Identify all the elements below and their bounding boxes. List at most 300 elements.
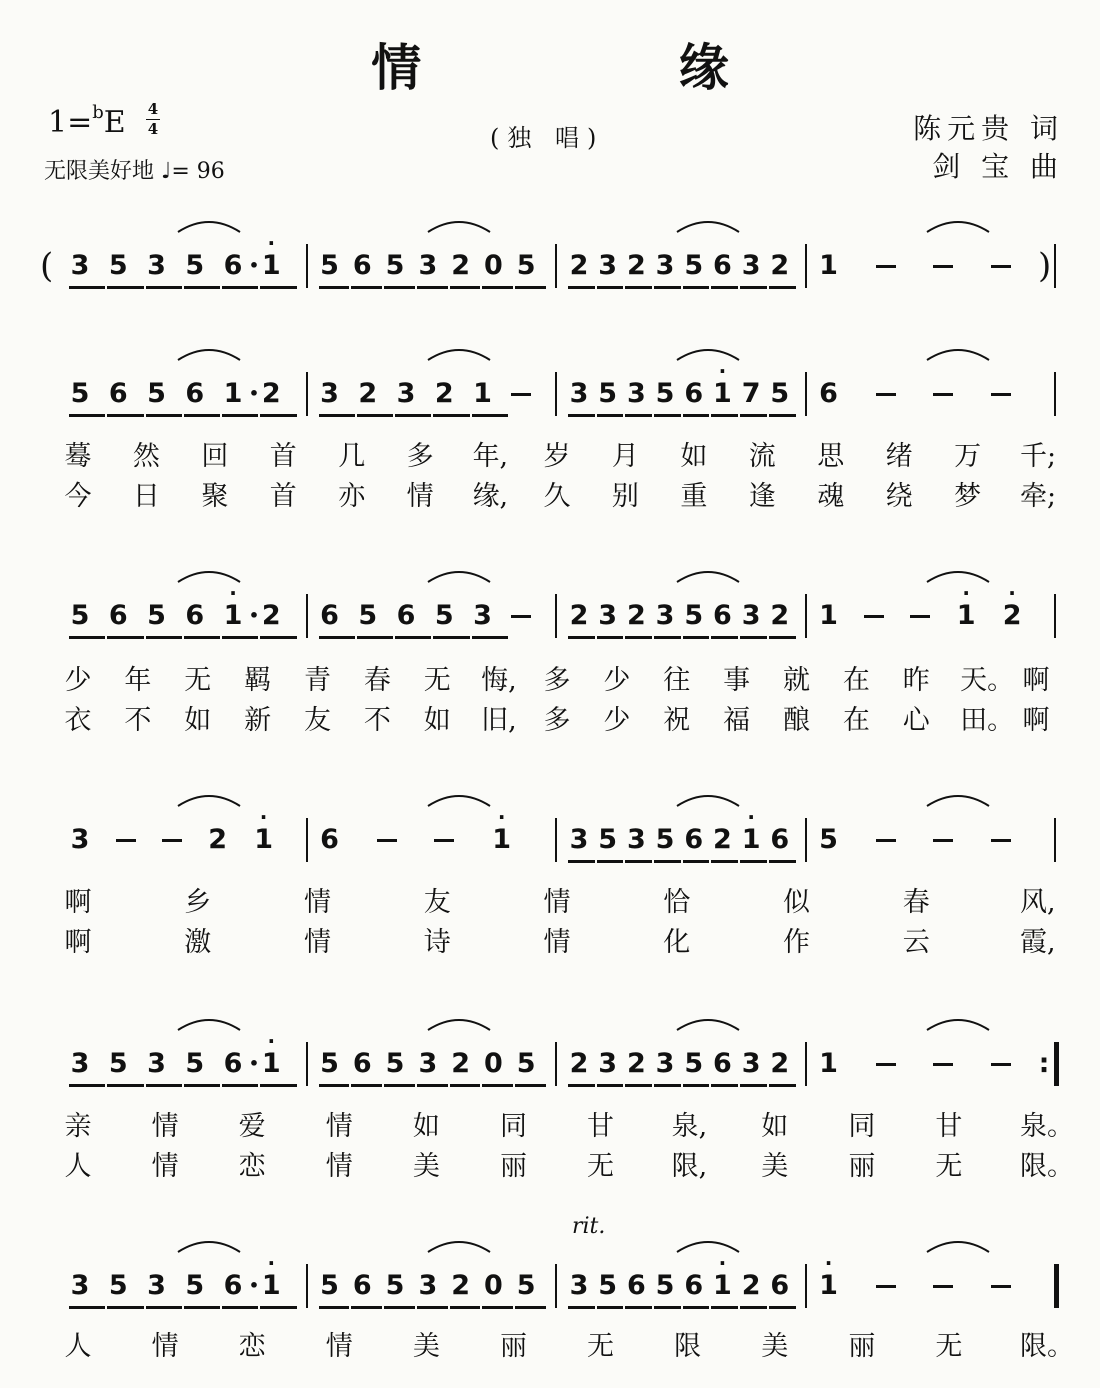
note: 2: [451, 1048, 471, 1079]
note: 1: [956, 600, 976, 631]
lyric-syllable: 亦: [338, 481, 366, 512]
lyric-syllable: 首: [269, 441, 297, 472]
lyric-syllable: 情: [151, 1151, 179, 1182]
beam-underline: [683, 1084, 710, 1087]
dash-extension: [991, 1285, 1011, 1288]
composer: 剑 宝 曲: [932, 150, 1064, 183]
note: 1: [254, 824, 273, 855]
performance-type: (独 唱): [490, 124, 605, 152]
note: 5: [320, 1048, 339, 1079]
beam-underline: [69, 1306, 105, 1309]
beam-underline: [515, 1084, 546, 1087]
lyric-syllable: 爱: [238, 1111, 266, 1142]
lyric-syllable: 多: [543, 705, 571, 736]
ritardando-marking: rit.: [572, 1214, 606, 1239]
note: 1: [713, 1270, 732, 1301]
dash-extension: [933, 1063, 953, 1066]
lyric-syllable: 情: [543, 887, 571, 918]
beam-underline: [107, 414, 143, 417]
barline: [306, 244, 308, 288]
note: 6: [352, 1270, 372, 1301]
note: 2: [770, 1048, 790, 1079]
lyric-syllable: 在: [842, 665, 870, 696]
note: 1: [223, 600, 243, 631]
tempo-marking: 无限美好地 ♩= 96: [44, 159, 225, 184]
lyric-syllable: 蓦: [64, 441, 92, 472]
key-signature: 1=$^b$E: [48, 102, 126, 140]
note: 6: [352, 1048, 372, 1079]
lyric-syllable: 情: [325, 1331, 353, 1362]
dash-extension: [876, 393, 896, 396]
lyric-syllable: 祝: [663, 705, 691, 736]
note: 0: [484, 250, 503, 281]
notation-row: [0, 1029, 1100, 1094]
lyricist: 陈元贵 词: [913, 112, 1064, 145]
lyric-syllable: 少: [64, 665, 92, 696]
slur-arc: [424, 562, 494, 586]
note: 1: [819, 600, 838, 631]
beam-underline: [184, 286, 220, 289]
lyric-syllable: 不: [363, 705, 391, 736]
note: 2: [569, 1048, 589, 1079]
lyric-syllable: 新: [244, 705, 272, 736]
note: 3: [473, 600, 492, 631]
lyric-syllable: 限: [674, 1331, 702, 1362]
barline: [805, 372, 807, 416]
lyric-syllable: 风,: [1020, 887, 1056, 918]
note: 1: [819, 250, 838, 281]
note: 6: [626, 1270, 646, 1301]
beam-underline: [184, 1306, 220, 1309]
lyric-syllable: 人: [64, 1331, 92, 1362]
lyric-syllable: 泉,: [671, 1111, 708, 1142]
note: 2: [208, 824, 228, 855]
lyric-syllable: 如: [680, 441, 708, 472]
beam-underline: [384, 286, 415, 289]
note: 3: [626, 824, 646, 855]
beam-underline: [319, 1084, 350, 1087]
lyric-syllable: 情: [304, 887, 331, 918]
beam-underline: [625, 414, 652, 417]
lyric-syllable: 如: [184, 705, 212, 736]
beam-underline: [482, 286, 513, 289]
lyric-syllable: 乡: [184, 887, 212, 918]
note: 5: [147, 378, 166, 409]
lyric-syllable: 梦: [954, 481, 982, 512]
note: 2: [770, 600, 790, 631]
note: 2: [358, 378, 378, 409]
beam-underline: [654, 1084, 681, 1087]
lyric-syllable: 啊: [64, 887, 92, 918]
beam-underline: [597, 286, 624, 289]
lyric-syllable: 事: [723, 665, 751, 696]
lyric-syllable: 啊: [1022, 665, 1050, 696]
barline: [1054, 818, 1056, 862]
beam-underline: [69, 636, 105, 639]
note: 6: [223, 1048, 243, 1079]
lyric-syllable: 魂: [817, 481, 845, 512]
lyric-syllable: 化: [663, 927, 691, 958]
barline: [306, 1264, 308, 1308]
beam-underline: [184, 414, 220, 417]
slur-arc: [174, 562, 244, 586]
dash-extension: [864, 615, 884, 618]
lyric-syllable: 牵;: [1020, 481, 1057, 512]
note: 2: [770, 250, 790, 281]
beam-underline: [69, 286, 105, 289]
beam-underline: [417, 286, 448, 289]
beam-underline: [357, 414, 393, 417]
beam-underline: [769, 286, 796, 289]
lyric-syllable: 衣: [64, 705, 92, 736]
beam-underline: [417, 1084, 448, 1087]
notation-row: [0, 805, 1100, 870]
credits: [913, 110, 1064, 186]
beam-underline: [319, 1306, 350, 1309]
lyric-syllable: 缘,: [472, 481, 509, 512]
note: 5: [655, 824, 675, 855]
lyric-syllable: 少: [603, 705, 631, 736]
beam-underline: [625, 286, 652, 289]
slur-arc: [673, 340, 743, 364]
note: 5: [684, 600, 704, 631]
lyric-syllable: 多: [543, 665, 571, 696]
dash-extension: [933, 393, 953, 396]
lyric-syllable: 限。: [1020, 1331, 1074, 1362]
lyric-syllable: 然: [132, 441, 160, 472]
note: 3: [70, 824, 90, 855]
note: 3: [70, 1270, 90, 1301]
note: 5: [385, 1048, 405, 1079]
beam-underline: [769, 1084, 796, 1087]
lyric-syllable: 限。: [1020, 1151, 1074, 1182]
lyric-syllable: 重: [680, 481, 708, 512]
beam-underline: [740, 636, 767, 639]
beam-underline: [260, 414, 296, 417]
lyric-syllable: 无: [423, 665, 451, 696]
note: 6: [819, 378, 838, 409]
lyric-syllable: 霞,: [1020, 927, 1056, 958]
lyric-syllable: 激: [184, 927, 212, 958]
note: 5: [516, 1270, 536, 1301]
lyric-syllable: 情: [543, 927, 571, 958]
note: 3: [418, 1270, 438, 1301]
note: 2: [626, 250, 646, 281]
note: 3: [655, 1048, 675, 1079]
beam-underline: [515, 1306, 546, 1309]
note: 5: [185, 250, 205, 281]
note: 5: [358, 600, 378, 631]
note: 7: [741, 378, 761, 409]
note: 3: [320, 378, 339, 409]
dash-extension: [991, 1063, 1011, 1066]
lyric-syllable: 亲: [64, 1111, 92, 1142]
note: 5: [320, 1270, 339, 1301]
lyric-syllable: 丽: [499, 1331, 527, 1362]
note: 6: [185, 600, 205, 631]
note: 6: [713, 1048, 732, 1079]
notation-row: [0, 1251, 1100, 1316]
note: 1: [261, 1048, 281, 1079]
note: 1: [261, 250, 281, 281]
lyric-syllable: 似: [783, 887, 810, 918]
note: 5: [770, 378, 790, 409]
note: 3: [70, 250, 90, 281]
note: 1: [473, 378, 492, 409]
beam-underline: [384, 1084, 415, 1087]
note: 3: [626, 378, 646, 409]
note: 5: [819, 824, 838, 855]
beam-underline: [597, 860, 624, 863]
note: 6: [223, 1270, 243, 1301]
note: 3: [147, 1270, 166, 1301]
lyric-syllable: 年,: [472, 441, 509, 472]
octave-dot: ·: [824, 1251, 833, 1275]
lyric-syllable: 思: [817, 441, 845, 472]
beam-underline: [625, 1084, 652, 1087]
lyric-syllable: 千;: [1020, 441, 1057, 472]
beam-underline: [260, 636, 296, 639]
note: 6: [396, 600, 416, 631]
beam-underline: [740, 414, 767, 417]
note: 3: [418, 250, 438, 281]
lyric-syllable: 春: [902, 887, 930, 918]
parenthesis: (: [40, 246, 54, 286]
note: 3: [147, 250, 166, 281]
note: 6: [713, 250, 732, 281]
octave-dot: ·: [962, 581, 970, 605]
beam-underline: [146, 414, 182, 417]
lyric-syllable: 在: [842, 705, 870, 736]
beam-underline: [222, 286, 258, 289]
dash-extension: [876, 1063, 896, 1066]
beam-underline: [482, 1306, 513, 1309]
beam-underline: [597, 414, 624, 417]
lyric-syllable: 甘: [935, 1111, 963, 1142]
dash-extension: [511, 615, 531, 618]
lyric-syllable: 美: [412, 1331, 440, 1362]
notation-row: [0, 359, 1100, 424]
beam-underline: [683, 860, 710, 863]
beam-underline: [222, 414, 258, 417]
lyric-syllable: 昨: [902, 665, 930, 696]
note: 6: [108, 600, 128, 631]
beam-underline: [769, 1306, 796, 1309]
slur-arc: [923, 340, 993, 364]
barline: [1054, 244, 1056, 288]
lyric-syllable: 啊: [64, 927, 92, 958]
beam-underline: [740, 286, 767, 289]
octave-dot: ·: [747, 805, 755, 829]
note: 5: [598, 824, 618, 855]
note: 6: [684, 824, 704, 855]
time-signature: 4 4: [147, 100, 159, 138]
note: 2: [626, 1048, 646, 1079]
lyric-syllable: 几: [338, 441, 366, 472]
slur-arc: [673, 212, 743, 236]
lyric-syllable: 年: [124, 665, 152, 696]
lyric-syllable: 往: [663, 665, 691, 696]
beam-underline: [107, 1084, 143, 1087]
note: 1: [223, 378, 243, 409]
beam-underline: [107, 286, 143, 289]
beam-underline: [568, 1084, 595, 1087]
lyric-syllable: 无: [184, 665, 212, 696]
note: 2: [626, 600, 646, 631]
note: 0: [484, 1048, 503, 1079]
beam-underline: [740, 860, 767, 863]
beam-underline: [222, 1306, 258, 1309]
slur-arc: [174, 786, 244, 810]
lyric-syllable: 无: [935, 1151, 963, 1182]
beam-underline: [625, 860, 652, 863]
beam-underline: [740, 1306, 767, 1309]
lyric-syllable: 日: [132, 481, 160, 512]
beam-underline: [568, 1306, 595, 1309]
note: 2: [451, 250, 471, 281]
lyric-syllable: 岁: [543, 441, 571, 472]
note: 3: [70, 1048, 90, 1079]
beam-underline: [683, 1306, 710, 1309]
beam-underline: [146, 1306, 182, 1309]
beam-underline: [433, 636, 469, 639]
note: 3: [418, 1048, 438, 1079]
note: 2: [451, 1270, 471, 1301]
beam-underline: [683, 286, 710, 289]
beam-underline: [654, 860, 681, 863]
note: 3: [655, 250, 675, 281]
barline: [1054, 594, 1056, 638]
note: 3: [741, 250, 761, 281]
barline: [805, 1264, 807, 1308]
barline: [306, 594, 308, 638]
beam-underline: [450, 1084, 481, 1087]
beam-underline: [654, 1306, 681, 1309]
lyric-syllable: 无: [935, 1331, 963, 1362]
parenthesis: ): [1038, 246, 1052, 286]
beam-underline: [568, 636, 595, 639]
barline: [1054, 372, 1056, 416]
beam-underline: [769, 860, 796, 863]
lyric-syllable: 人: [64, 1151, 92, 1182]
note: 1: [819, 1048, 838, 1079]
lyric-syllable: 恋: [238, 1151, 266, 1182]
beam-underline: [260, 286, 296, 289]
note: 1: [713, 378, 732, 409]
slur-arc: [923, 212, 993, 236]
slur-arc: [424, 340, 494, 364]
note: 1: [819, 1270, 838, 1301]
note: 5: [598, 1270, 618, 1301]
lyric-syllable: 同: [499, 1111, 527, 1142]
dash-extension: [876, 265, 896, 268]
slur-arc: [923, 1010, 993, 1034]
beam-underline: [357, 636, 393, 639]
lyric-syllable: 羁: [244, 665, 272, 696]
beam-underline: [417, 1306, 448, 1309]
note: 6: [320, 824, 339, 855]
note: 5: [385, 250, 405, 281]
beam-underline: [260, 1306, 296, 1309]
lyric-syllable: 情: [151, 1331, 179, 1362]
lyric-syllable: 啊: [1022, 705, 1050, 736]
octave-dot: ·: [1008, 581, 1016, 605]
dash-extension: [116, 839, 136, 842]
lyric-syllable: 悔,: [481, 665, 517, 696]
lyric-syllable: 逢: [748, 481, 776, 512]
note: 3: [741, 600, 761, 631]
lyric-syllable: 多: [406, 441, 434, 472]
note: 2: [434, 378, 454, 409]
lyric-syllable: 美: [761, 1331, 789, 1362]
barline: [805, 244, 807, 288]
octave-dot: ·: [267, 1251, 276, 1275]
slur-arc: [673, 1010, 743, 1034]
barline: [555, 1042, 557, 1086]
note: 5: [516, 250, 536, 281]
octave-dot: ·: [267, 1029, 276, 1053]
slur-arc: [174, 1232, 244, 1256]
beam-underline: [395, 414, 431, 417]
beam-underline: [260, 1084, 296, 1087]
beam-underline: [384, 1306, 415, 1309]
note: 5: [108, 1270, 128, 1301]
slur-arc: [424, 1010, 494, 1034]
octave-dot: ·: [229, 581, 237, 605]
note: 2: [261, 600, 281, 631]
barline: [555, 818, 557, 862]
augmentation-dot: •: [248, 606, 260, 625]
note: 6: [320, 600, 339, 631]
slur-arc: [174, 340, 244, 364]
beam-underline: [625, 636, 652, 639]
slur-arc: [424, 1232, 494, 1256]
note: 6: [352, 250, 372, 281]
beam-underline: [711, 860, 738, 863]
lyric-syllable: 就: [783, 665, 810, 696]
notation-row: [0, 231, 1100, 296]
note: 5: [185, 1048, 205, 1079]
beam-underline: [472, 414, 508, 417]
beam-underline: [146, 636, 182, 639]
note: 1: [492, 824, 512, 855]
lyric-syllable: 恰: [663, 887, 691, 918]
note: 2: [741, 1270, 761, 1301]
beam-underline: [107, 636, 143, 639]
augmentation-dot: •: [248, 1276, 260, 1295]
octave-dot: ·: [718, 1251, 727, 1275]
note: 5: [320, 250, 339, 281]
note: 5: [147, 600, 166, 631]
slur-arc: [673, 562, 743, 586]
barline: [1054, 1264, 1059, 1308]
dash-extension: [933, 839, 953, 842]
lyric-syllable: 情: [406, 481, 434, 512]
lyric-syllable: 天。: [960, 665, 1015, 696]
lyric-syllable: 友: [423, 887, 451, 918]
slur-arc: [673, 786, 743, 810]
barline: [306, 818, 308, 862]
note: 5: [655, 1270, 675, 1301]
dash-extension: [933, 265, 953, 268]
beam-underline: [222, 1084, 258, 1087]
note: 0: [484, 1270, 503, 1301]
note: 5: [684, 250, 704, 281]
beam-underline: [711, 636, 738, 639]
beam-underline: [146, 1084, 182, 1087]
beam-underline: [515, 286, 546, 289]
barline: [555, 244, 557, 288]
